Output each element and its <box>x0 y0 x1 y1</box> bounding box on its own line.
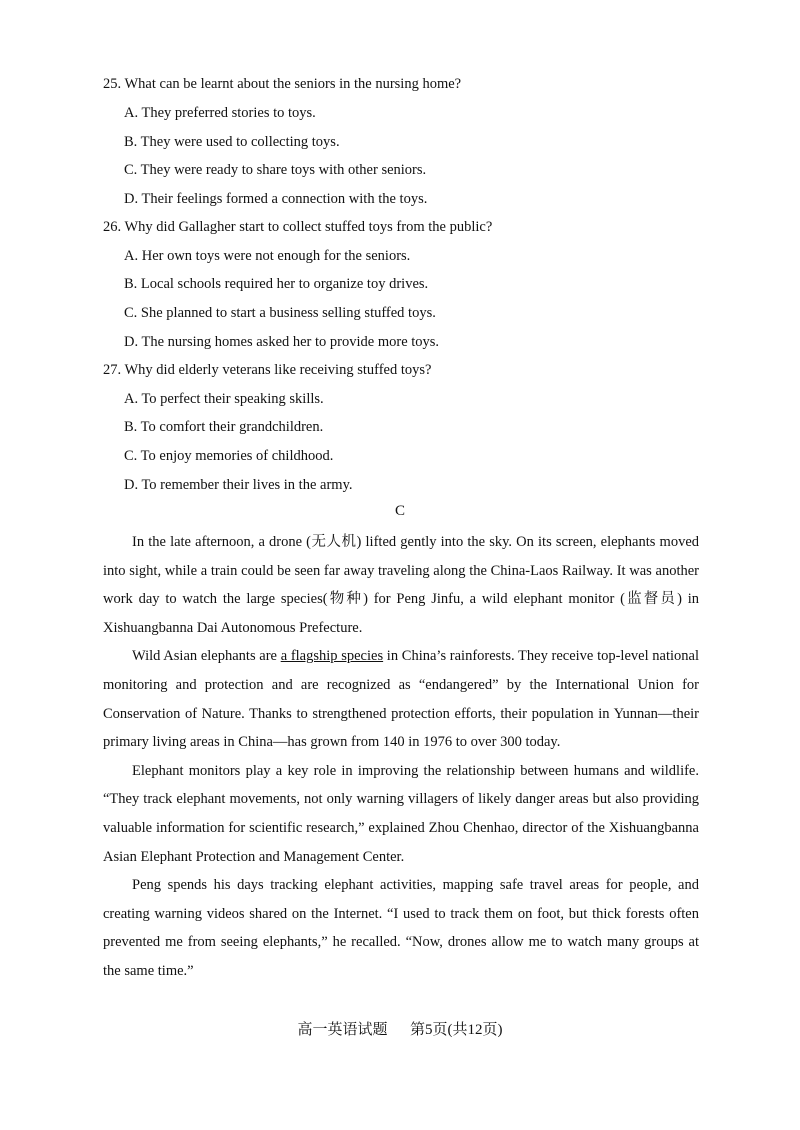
question-27-option-a: A. To perfect their speaking skills. <box>124 391 324 407</box>
page-footer <box>0 1018 800 1039</box>
question-26-option-b: B. Local schools required her to organize toy drives. <box>124 276 429 292</box>
question-25-stem: 25. What can be learnt about the seniors in the nursing home? <box>103 76 462 92</box>
question-25-option-a: A. They preferred stories to toys. <box>124 105 316 121</box>
passage-paragraph-1: In the late afternoon, a drone (无人机) lifted gently into the sky. On its screen, elephants moved into sight, while a train could be seen far away traveling along the China-Laos Railway. It was another work day to watch the large species(物种) for Peng Jinfu, a wild elephant monitor (监督员) in Xishuangbanna Dai Autonomous Prefecture. <box>103 534 699 636</box>
question-27-stem: 27. Why did elderly veterans like receiving stuffed toys? <box>103 362 432 378</box>
question-26-option-c: C. She planned to start a business selling stuffed toys. <box>124 305 436 321</box>
question-26-option-a: A. Her own toys were not enough for the seniors. <box>124 248 411 264</box>
question-27-option-b: B. To comfort their grandchildren. <box>124 419 324 435</box>
footer-subject: 高一英语试题 <box>297 1022 388 1038</box>
question-26-stem: 26. Why did Gallagher start to collect stuffed toys from the public? <box>103 219 493 235</box>
reading-passage <box>103 528 699 986</box>
footer-page-number: 第5页(共12页) <box>410 1022 503 1038</box>
paragraph-2-text-end: in China’s rainforests. They receive top-level national monitoring and protection and are recognized as “endangered” by the International Union for Conservation of Nature. Thanks to strengthened protection efforts, their population in Yunnan—their primary living areas in China—has grown from 140 in 1976 to over 300 today. <box>103 648 699 751</box>
question-25-option-c: C. They were ready to share toys with other seniors. <box>124 162 427 178</box>
passage-paragraph-2 <box>103 642 699 756</box>
question-25-option-d: D. Their feelings formed a connection with the toys. <box>124 191 428 207</box>
section-heading: C <box>394 503 405 519</box>
question-27-option-c: C. To enjoy memories of childhood. <box>124 448 334 464</box>
paragraph-2-text-start: Wild Asian elephants are <box>132 648 281 665</box>
passage-paragraph-4: Peng spends his days tracking elephant activities, mapping safe travel areas for people, and creating warning videos shared on the Internet. “I used to track them on foot, but thick forests often prevented me from seeing elephants,” he recalled. “Now, drones allow me to watch many groups at the same time.” <box>103 877 699 979</box>
question-25-option-b: B. They were used to collecting toys. <box>124 134 340 150</box>
underlined-phrase: a flagship species <box>280 648 384 665</box>
question-27-option-d: D. To remember their lives in the army. <box>124 477 353 493</box>
passage-paragraph-3: Elephant monitors play a key role in improving the relationship between humans and wildlife. “They track elephant movements, not only warning villagers of likely danger areas but also providing valuable information for scientific research,” explained Zhou Chenhao, director of the Xishuangbanna Asian Elephant Protection and Management Center. <box>103 762 699 865</box>
question-26-option-d: D. The nursing homes asked her to provide more toys. <box>124 334 440 350</box>
